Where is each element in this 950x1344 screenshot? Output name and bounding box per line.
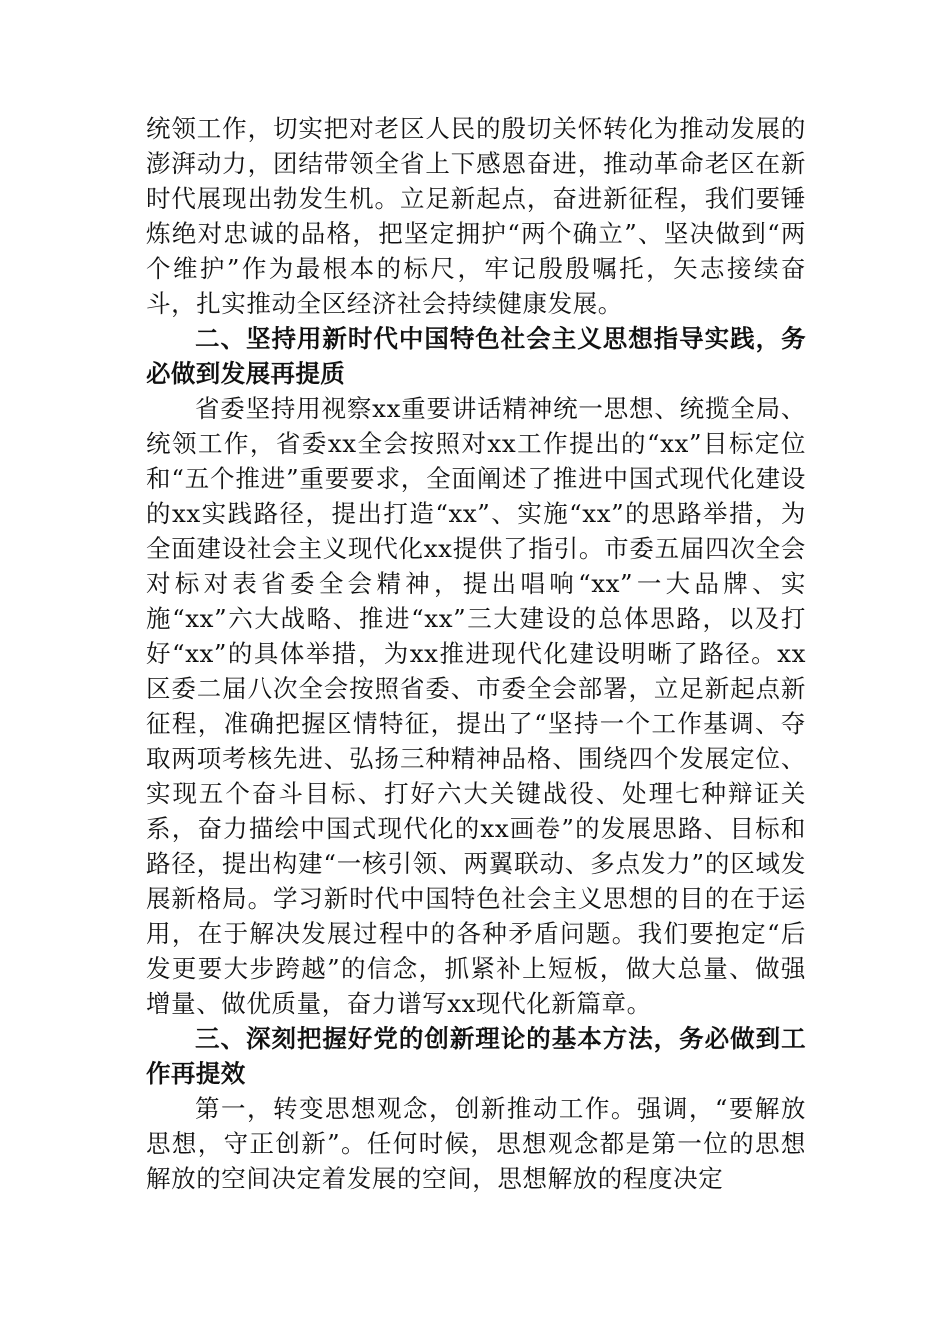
body-paragraph-3: 第一，转变思想观念，创新推动工作。强调，“要解放思想，守正创新”。任何时候，思想观念都是第一位的思想解放的空间决定着发展的空间，思想解放的程度决定 [146,1094,806,1193]
document-body [146,111,806,1196]
section-heading-2: 二、坚持用新时代中国特色社会主义思想指导实践，务必做到发展再提质 [146,324,806,388]
body-paragraph-2: 省委坚持用视察xx重要讲话精神统一思想、统揽全局、统领工作，省委xx全会按照对xx工作提出的“xx”目标定位和“五个推进”重要要求，全面阐述了推进中国式现代化建设的xx实践路径，提出打造“xx”、实施“xx”的思路举措，为全面建设社会主义现代化xx提供了指引。市委五届四次全会对标对表省委全会精神，提出唱响“xx”一大品牌、实施“xx”六大战略、推进“xx”三大建设的总体思路，以及打好“xx”的具体举措，为xx推进现代化建设明晰了路径。xx区委二届八次全会按照省委、市委全会部署，立足新起点新征程，准确把握区情特征，提出了“坚持一个工作基调、夺取两项考核先进、弘扬三种精神品格、围绕四个发展定位、实现五个奋斗目标、打好六大关键战役、处理七种辩证关系，奋力描绘中国式现代化的xx画卷”的发展思路、目标和路径，提出构建“一核引领、两翼联动、多点发力”的区域发展新格局。学习新时代中国特色社会主义思想的目的在于运用，在于解决发展过程中的各种矛盾问题。我们要抱定“后发更要大步跨越”的信念，抓紧补上短板，做大总量、做强增量、做优质量，奋力谱写xx现代化新篇章。 [146,394,806,1018]
section-heading-3: 三、深刻把握好党的创新理论的基本方法，务必做到工作再提效 [146,1024,806,1088]
body-paragraph-1: 统领工作，切实把对老区人民的殷切关怀转化为推动发展的澎湃动力，团结带领全省上下感恩奋进，推动革命老区在新时代展现出勃发生机。立足新起点，奋进新征程，我们要锤炼绝对忠诚的品格，把坚定拥护“两个确立”、坚决做到“两个维护”作为最根本的标尺，牢记殷殷嘱托，矢志接续奋斗，扎实推动全区经济社会持续健康发展。 [146,114,806,318]
